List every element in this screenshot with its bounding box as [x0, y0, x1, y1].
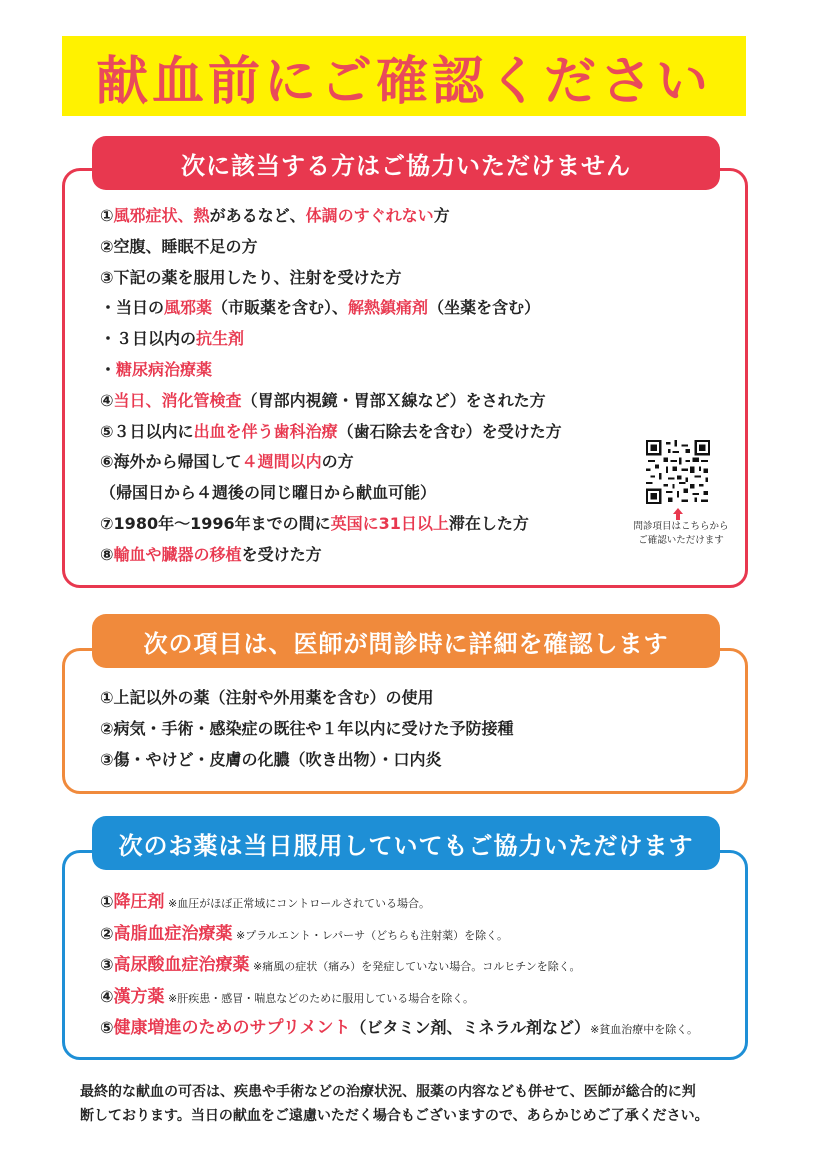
item-text: ③傷・やけど・皮膚の化膿（吹き出物）・口内炎 — [100, 750, 442, 769]
highlight-text: 漢方薬 — [113, 986, 165, 1007]
list-item — [100, 918, 698, 950]
highlight-text: 抗生剤 — [196, 329, 245, 349]
item-text: ②空腹、睡眠不足の方 — [100, 236, 258, 256]
highlight-text: 風邪症状、熱 — [113, 206, 210, 225]
item-text: ①上記以外の薬（注射や外用薬を含む）の使用 — [100, 688, 434, 707]
highlight-text: 風邪薬 — [164, 298, 213, 318]
note-text: ※肝疾患・感冒・喘息などのために服用している場合を除く。 — [164, 991, 475, 1005]
ineligible-header: 次に該当する方はご協力いただけません — [92, 136, 720, 190]
item-text: を受けた方 — [241, 544, 322, 564]
allowed-medicine-list — [100, 886, 698, 1044]
list-item — [100, 263, 562, 294]
item-text: （歯石除去を含む）を受けた方 — [337, 421, 562, 441]
list-item — [100, 744, 514, 775]
highlight-text: 降圧剤 — [113, 892, 165, 912]
item-text: の方 — [321, 452, 354, 472]
item-text: ・３日以内の — [100, 329, 197, 349]
item-text: ・ — [100, 359, 117, 379]
list-item — [100, 509, 562, 540]
ineligible-list — [100, 201, 562, 571]
item-text: ④ — [100, 986, 114, 1006]
list-item — [100, 713, 514, 744]
item-text: （ビタミン剤、ミネラル剤など） — [350, 1018, 591, 1038]
list-item — [100, 1012, 698, 1044]
item-text: （胃部内視鏡・胃部Ｘ線など）をされた方 — [241, 390, 546, 410]
list-item — [100, 478, 562, 509]
footer-note — [80, 1080, 760, 1128]
list-item — [100, 293, 562, 324]
highlight-text: 健康増進のためのサプリメント — [113, 1018, 351, 1039]
list-item — [100, 386, 562, 417]
item-text: ④ — [100, 390, 114, 410]
item-text: ・当日の — [100, 298, 165, 318]
doctor-check-list — [100, 682, 514, 775]
item-text: ⑥海外から帰国して — [100, 452, 242, 472]
highlight-text: 糖尿病治療薬 — [116, 359, 213, 379]
title-banner — [62, 36, 746, 116]
item-text: （市販薬を含む）、 — [212, 298, 349, 318]
list-item — [100, 682, 514, 713]
item-text: 方 — [433, 206, 450, 225]
qr-caption-line-1: 問診項目はこちらから — [633, 521, 729, 532]
note-text: ※痛風の症状（痛み）を発症していない場合。コルヒチンを除く。 — [249, 960, 581, 974]
list-item — [100, 447, 562, 478]
list-item — [100, 201, 562, 232]
item-text: ① — [100, 206, 114, 225]
qr-caption — [626, 520, 736, 548]
note-text: ※血圧がほぼ正常域にコントロールされている場合。 — [164, 897, 431, 910]
item-text: ⑦1980年〜1996年までの間に — [100, 513, 331, 533]
highlight-text: 解熱鎮痛剤 — [348, 298, 429, 318]
list-item — [100, 417, 562, 448]
qr-code-icon[interactable] — [646, 440, 710, 504]
item-text: ② — [100, 923, 114, 943]
list-item — [100, 324, 562, 355]
list-item — [100, 355, 562, 386]
item-text: ① — [100, 892, 114, 911]
highlight-text: 英国に31日以上 — [330, 513, 449, 533]
item-text: があるなど、 — [209, 206, 306, 225]
highlight-text: 体調のすぐれない — [305, 206, 434, 225]
item-text: 滞在した方 — [448, 513, 529, 533]
list-item — [100, 540, 562, 571]
list-item — [100, 886, 698, 918]
list-item — [100, 232, 562, 263]
item-text: ②病気・手術・感染症の既往や１年以内に受けた予防接種 — [100, 719, 514, 738]
footer-line-1: 最終的な献血の可否は、疾患や手術などの治療状況、服薬の内容なども併せて、医師が総合的に判 — [80, 1084, 696, 1100]
highlight-text: 高脂血症治療薬 — [113, 923, 233, 944]
page-title: 献血前にご確認ください — [95, 51, 712, 112]
footer-line-2: 断しております。当日の献血をご遠慮いただく場合もございますので、あらかじめご了承ください。 — [80, 1108, 709, 1124]
item-text: （帰国日から４週後の同じ曜日から献血可能） — [100, 483, 437, 503]
item-text: ⑧ — [100, 544, 114, 564]
item-text: ③ — [100, 955, 114, 975]
doctor-check-header: 次の項目は、医師が問診時に詳細を確認します — [92, 614, 720, 668]
item-text: ③下記の薬を服用したり、注射を受けた方 — [100, 267, 402, 287]
item-text: ⑤３日以内に — [100, 421, 194, 441]
qr-caption-line-2: ご確認いただけます — [638, 535, 724, 546]
highlight-text: 輸血や臓器の移植 — [113, 544, 242, 564]
note-text: ※貧血治療中を除く。 — [590, 1023, 699, 1037]
list-item — [100, 949, 698, 981]
note-text: ※プラルエント・レパーサ（どちらも注射薬）を除く。 — [232, 928, 508, 942]
highlight-text: 高尿酸血症治療薬 — [113, 955, 250, 976]
item-text: ⑤ — [100, 1018, 114, 1038]
list-item — [100, 981, 698, 1013]
item-text: （坐薬を含む） — [428, 298, 541, 318]
highlight-text: 当日、消化管検査 — [113, 390, 242, 410]
highlight-text: ４週間以内 — [241, 452, 322, 472]
highlight-text: 出血を伴う歯科治療 — [193, 421, 338, 441]
allowed-medicine-header: 次のお薬は当日服用していてもご協力いただけます — [92, 816, 720, 870]
